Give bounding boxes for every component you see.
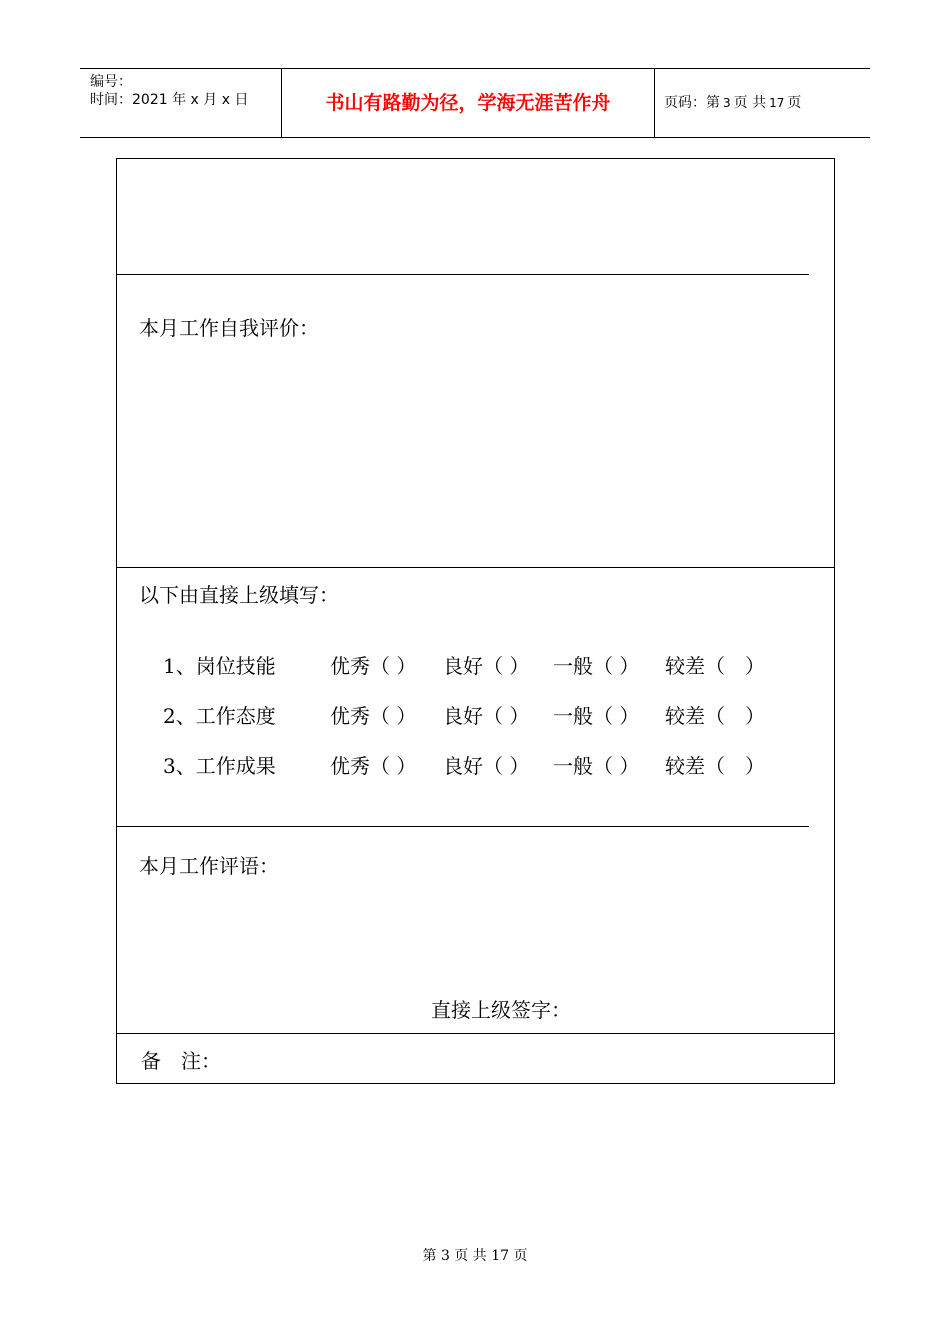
page-mid: 页 共: [733, 95, 767, 111]
rating-option-poor[interactable]: 较差（ ）: [665, 704, 765, 728]
rating-item-label: 1、岗位技能: [163, 654, 276, 678]
page-prefix: 页码：第: [664, 95, 720, 111]
header-divider: [654, 69, 655, 137]
page-total: 17: [769, 96, 785, 110]
document-time-label: 时间：2021 年 x 月 x 日: [90, 92, 249, 108]
rating-option-poor[interactable]: 较差（ ）: [665, 654, 765, 678]
section-divider: [117, 826, 809, 827]
rating-option-average[interactable]: 一般（ ）: [553, 754, 640, 778]
page-current: 3: [723, 96, 731, 110]
rating-option-poor[interactable]: 较差（ ）: [665, 754, 765, 778]
rating-row-attitude: [117, 702, 834, 730]
rating-option-excellent[interactable]: 优秀（ ）: [330, 704, 417, 728]
rating-item-label: 3、工作成果: [163, 754, 276, 778]
rating-option-average[interactable]: 一般（ ）: [553, 704, 640, 728]
document-number-label: 编号：: [90, 74, 132, 90]
rating-option-good[interactable]: 良好（ ）: [443, 704, 530, 728]
rating-row-results: [117, 752, 834, 780]
section-divider: [117, 1033, 834, 1034]
evaluation-form: [116, 158, 835, 1084]
rating-option-good[interactable]: 良好（ ）: [443, 654, 530, 678]
supervisor-section-label: 以下由直接上级填写：: [139, 583, 339, 607]
rating-item-label: 2、工作态度: [163, 704, 276, 728]
rating-option-excellent[interactable]: 优秀（ ）: [330, 754, 417, 778]
header-meta: [90, 73, 248, 109]
section-divider: [117, 274, 809, 275]
header-motto: 书山有路勤为径，学海无涯苦作舟: [325, 92, 611, 114]
rating-option-excellent[interactable]: 优秀（ ）: [330, 654, 417, 678]
section-divider: [117, 567, 834, 568]
self-evaluation-label: 本月工作自我评价：: [139, 316, 319, 340]
rating-option-average[interactable]: 一般（ ）: [553, 654, 640, 678]
rating-option-good[interactable]: 良好（ ）: [443, 754, 530, 778]
header-page-info: [664, 93, 801, 113]
page-suffix: 页: [787, 95, 802, 111]
remarks-label: 备 注：: [141, 1049, 221, 1073]
rating-row-skill: [117, 652, 834, 680]
page-header: [80, 68, 870, 138]
page-footer: 第 3 页 共 17 页: [422, 1248, 528, 1264]
monthly-comment-label: 本月工作评语：: [139, 854, 279, 878]
supervisor-signature-label: 直接上级签字：: [431, 998, 571, 1022]
